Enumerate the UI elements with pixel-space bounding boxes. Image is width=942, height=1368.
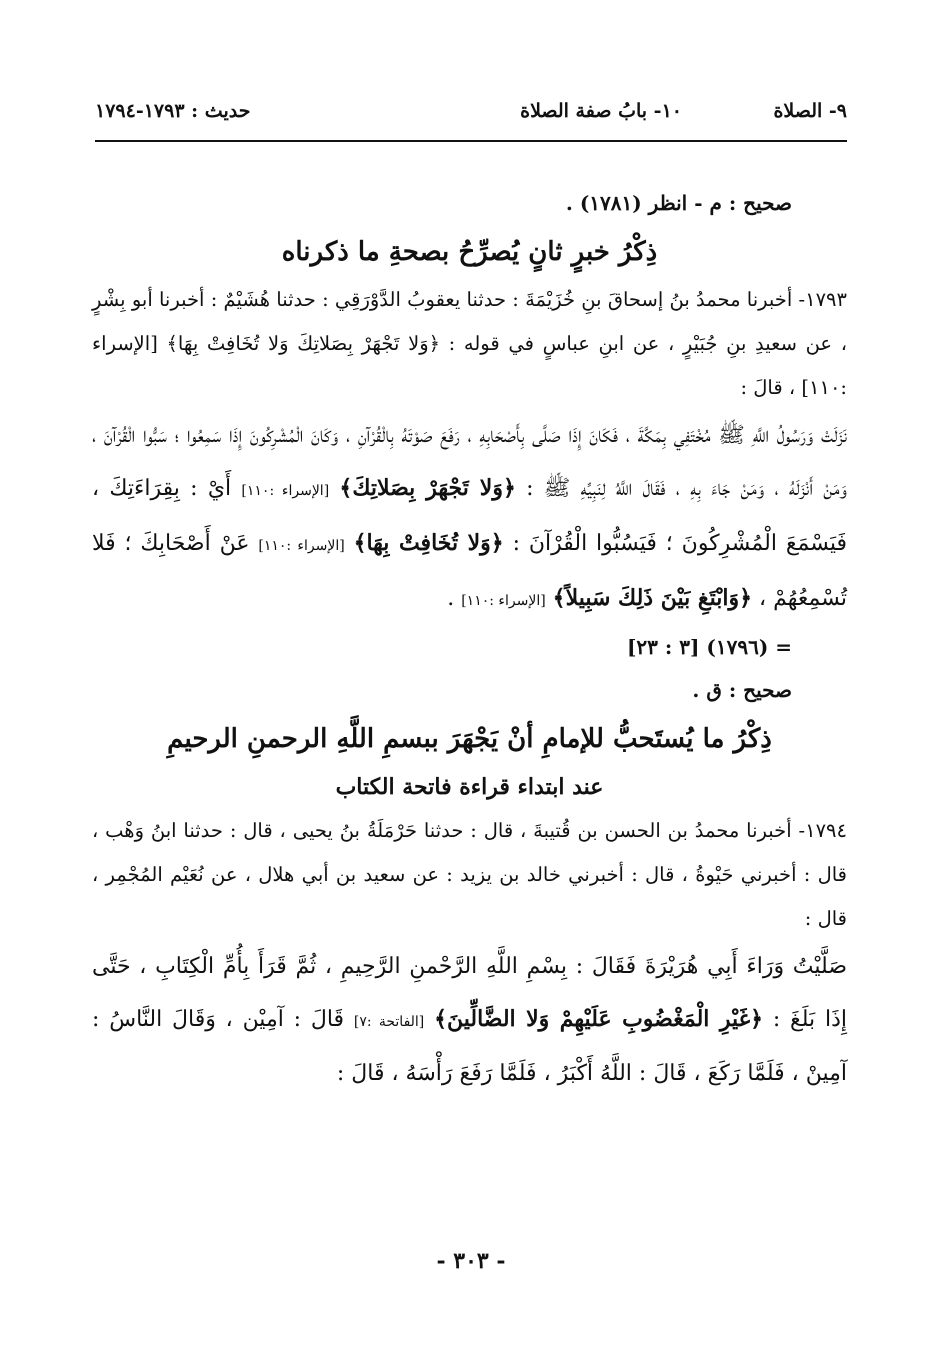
matn-1793-part3: عَنْ أَصْحَابِكَ ؛ فَلا تُسْمِعُهُمْ ، — [92, 531, 847, 611]
hadith-range: حديث : ١٧٩٣-١٧٩٤ — [95, 100, 251, 122]
matn-1793 — [92, 410, 847, 627]
grade-note-1793: صحيح : ق . — [692, 678, 792, 702]
matn-1793-end: . — [447, 586, 455, 611]
chapter-subheading-2: عند ابتداء قراءة فاتحة الكتاب — [335, 774, 604, 800]
section-title: ١٠- بابُ صفة الصلاة — [520, 100, 682, 122]
matn-1794-part2: قَالَ : آمِيْن ، وَقَالَ النَّاسُ : آمِينْ ، فَلَمَّا رَكَعَ ، قَالَ : اللَّهُ أَكْبَرُ ، فَلَمَّا رَفَعَ رَأْسَهُ ، قَالَ : — [92, 1007, 847, 1086]
cross-reference-1793: = (١٧٩٦) [٣ : ٢٣] — [626, 635, 792, 659]
chapter-heading-2: ذِكْرُ ما يُستَحبُّ للإمامِ أنْ يَجْهَرَ ببسمِ اللَّهِ الرحمنِ الرحيمِ — [167, 724, 772, 754]
running-header — [95, 96, 847, 136]
chapter-title: ٩- الصلاة — [773, 100, 847, 122]
isnad-1794: ١٧٩٤- أخبرنا محمدُ بن الحسن بن قُتيبةَ ، قال : حدثنا حَرْمَلَةُ بنُ يحيى ، قال : حدثنا ابنُ وَهْب ، قال : أخبرني حَيْوةُ ، قال : أخبرني خالد بن يزيد : عن سعيد بن أبي هلال ، عن نُعَيْم المُجْمِر ، قال : — [92, 819, 847, 930]
chapter-heading-1: ذِكْرُ خبرٍ ثانٍ يُصرِّحُ بصحةِ ما ذكرناه — [281, 237, 658, 267]
verse-reference: [الإسراء :١١٠] — [258, 538, 345, 554]
matn-1794-part1: صَلَّيْتُ وَرَاءَ أَبِي هُرَيْرَةَ فَقَالَ : بِسْمِ اللَّهِ الرَّحْمنِ الرَّحِيمِ ، ثُمَّ قَرَأَ بِأُمِّ الْكِتَابِ ، حَتَّى إِذَا بَلَغَ : — [92, 954, 847, 1032]
quran-verse: ﴿وَلا تَجْهَرْ بِصَلاتِكَ﴾ — [339, 475, 516, 501]
quran-verse: ﴿وَلا تُخَافِتْ بِهَا﴾ — [353, 530, 504, 556]
quran-verse: ﴿غَيْرِ الْمَغْضُوبِ عَلَيْهِمْ وَلا الضَّالِّينَ﴾ — [434, 1006, 764, 1032]
verse-reference: [الفاتحة :٧] — [353, 1014, 425, 1030]
matn-1793-part2: أَيْ : بِقِرَاءَتِكَ ، فَيَسْمَعَ الْمُشْرِكُونَ ؛ فَيَسُبُّوا الْقُرْآنَ : — [92, 476, 848, 556]
isnad-1793: ١٧٩٣- أخبرنا محمدُ بنُ إسحاقَ بنِ خُزَيْمَةَ : حدثنا يعقوبُ الدَّوْرَقِي : حدثنا هُشَيْمٌ : أخبرنا أبو بِشْرٍ ، عن سعيدِ بنِ جُبَيْرٍ ، عن ابنِ عباسٍ في قوله : ﴿وَلا تَجْهَرْ بِصَلاتِكَ وَلا تُخَافِتْ بِهَا﴾ [الإسراء :١١٠] ، قالَ : — [92, 288, 847, 399]
header-rule — [95, 140, 847, 142]
page-number: - ٣٠٣ - — [436, 1248, 506, 1274]
matn-1794 — [92, 941, 847, 1100]
matn-1793-part1: نَزَلَتْ وَرَسُولُ اللَّهِ ﷺ مُخْتَفِي بِمَكَّةَ ، فَكَانَ إِذَا صَلَّى بِأَصْحَابِهِ ، رَفَعَ صَوْتَهُ بِالْقُرْآنِ ، وَكَانَ الْمُشْرِكُونَ إِذَا سَمِعُوا ؛ سَبُّوا الْقُرْآنَ ، وَمَنْ أَنْزَلَهُ ، وَمَنْ جَاءَ بِهِ ، فَقَالَ اللَّهُ لِنَبِيِّهِ ﷺ : — [92, 423, 847, 501]
page-body — [92, 180, 847, 1100]
grade-note-1781: صحيح : م - انظر (١٧٨١) . — [565, 191, 792, 215]
quran-verse: ﴿وَابْتَغِ بَيْنَ ذَلِكَ سَبِيلاً﴾ — [552, 585, 753, 611]
verse-reference: [الإسراء :١١٠] — [461, 593, 546, 609]
verse-reference: [الإسراء :١١٠] — [241, 483, 330, 499]
